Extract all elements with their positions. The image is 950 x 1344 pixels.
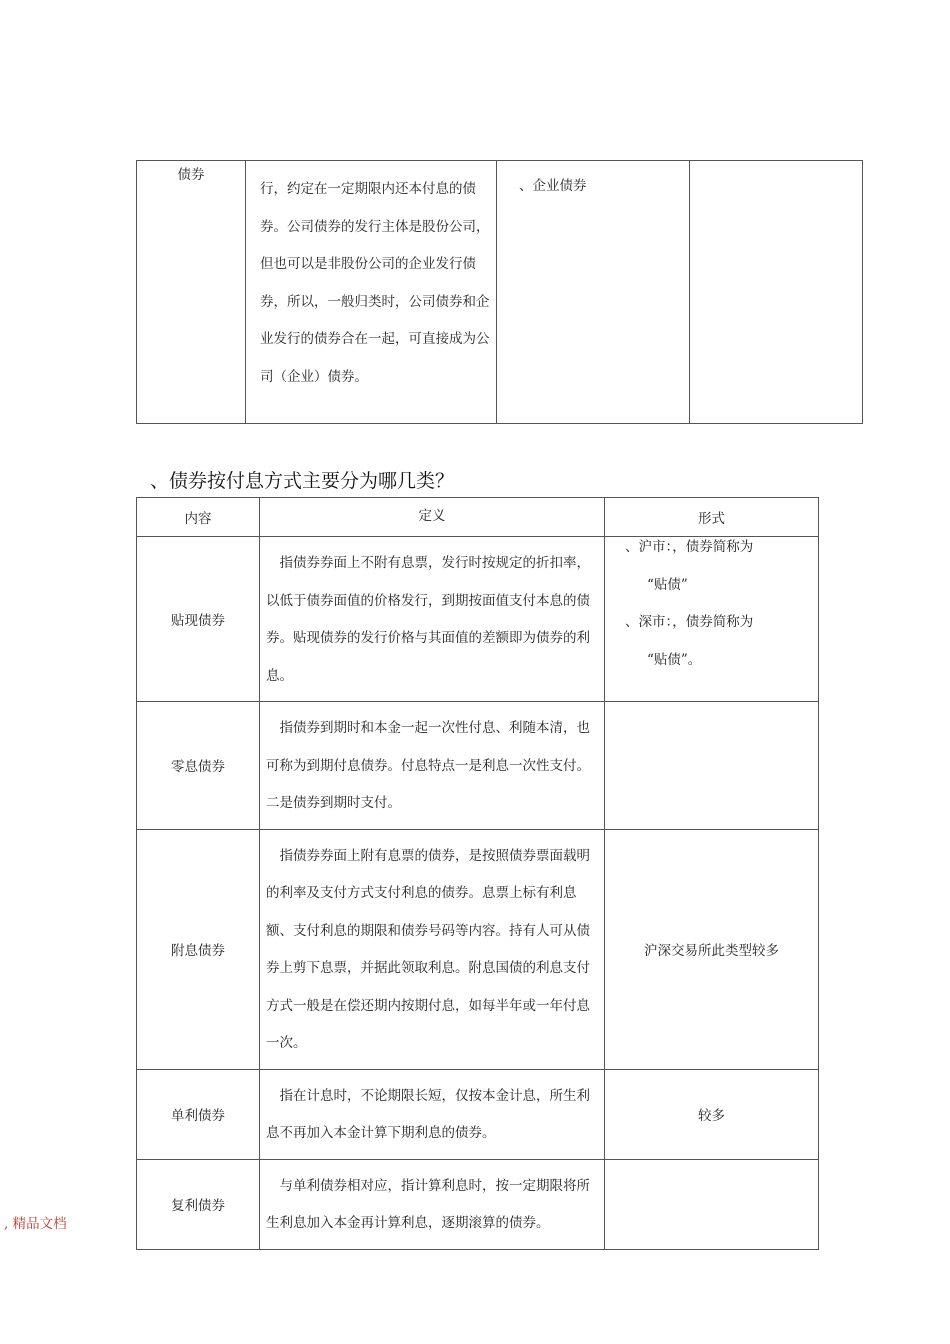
row-definition: 与单利债券相对应，指计算利息时，按一定期限将所生利息加入本金再计算利息，逐期滚算的债券。 <box>260 1159 605 1249</box>
row-definition: 指在计息时，不论期限长短，仅按本金计息，所生利息不再加入本金计算下期利息的债券。 <box>260 1069 605 1159</box>
row-form: 沪深交易所此类型较多 <box>605 829 819 1069</box>
form-line <box>605 567 818 605</box>
form-line <box>605 642 818 680</box>
table-row <box>137 537 819 702</box>
table-row <box>137 702 819 830</box>
row-definition: 指债券券面上不附有息票，发行时按规定的折扣率，以低于债券面值的价格发行，到期按面值支付本息的债券。贴现债券的发行价格与其面值的差额即为债券的利息。 <box>260 537 605 702</box>
bond-name-cell: 债券 <box>137 161 246 424</box>
row-name: 附息债券 <box>137 829 260 1069</box>
bond-issuer-table <box>136 160 863 424</box>
table-row <box>137 1159 819 1249</box>
row-name: 复利债券 <box>137 1159 260 1249</box>
bond-extra-cell <box>690 161 863 424</box>
bond-type-cell: 、企业债券 <box>497 161 690 424</box>
footer-note: , 精品文档 <box>4 1216 67 1232</box>
row-form: 较多 <box>605 1069 819 1159</box>
header-content: 内容 <box>137 498 260 537</box>
interest-method-table <box>136 497 819 1250</box>
table-row <box>137 1069 819 1159</box>
header-form: 形式 <box>605 498 819 537</box>
form-line-text: “贴债”。 <box>647 651 702 668</box>
row-form <box>605 702 819 830</box>
header-definition: 定义 <box>260 498 605 537</box>
form-line-text: “贴债” <box>647 576 688 593</box>
row-form <box>605 1159 819 1249</box>
form-line: 、深市：，债券简称为 <box>625 614 754 630</box>
row-definition: 指债券券面上附有息票的债券，是按照债券票面载明的利率及支付方式支付利息的债券。息票上标有利息额、支付利息的期限和债券号码等内容。持有人可从债券上剪下息票，并据此领取利息。附息国债的利息支付方式一般是在偿还期内按期付息，如每半年或一年付息一次。 <box>260 829 605 1069</box>
row-name: 贴现债券 <box>137 537 260 702</box>
row-name: 单利债券 <box>137 1069 260 1159</box>
form-line: 、沪市：，债券简称为 <box>625 539 754 555</box>
table-row <box>137 161 863 424</box>
row-name: 零息债券 <box>137 702 260 830</box>
row-definition: 指债券到期时和本金一起一次性付息、利随本清，也可称为到期付息债券。付息特点一是利息一次性支付。二是债券到期时支付。 <box>260 702 605 830</box>
bond-definition-cell: 行，约定在一定期限内还本付息的债券。公司债券的发行主体是股份公司，但也可以是非股份公司的企业发行债券，所以，一般归类时，公司债券和企业发行的债券合在一起，可直接成为公司（企业）债券。 <box>246 161 497 424</box>
section-heading: 、债券按付息方式主要分为哪几类？ <box>150 470 455 492</box>
table-row <box>137 829 819 1069</box>
row-form <box>605 537 819 702</box>
